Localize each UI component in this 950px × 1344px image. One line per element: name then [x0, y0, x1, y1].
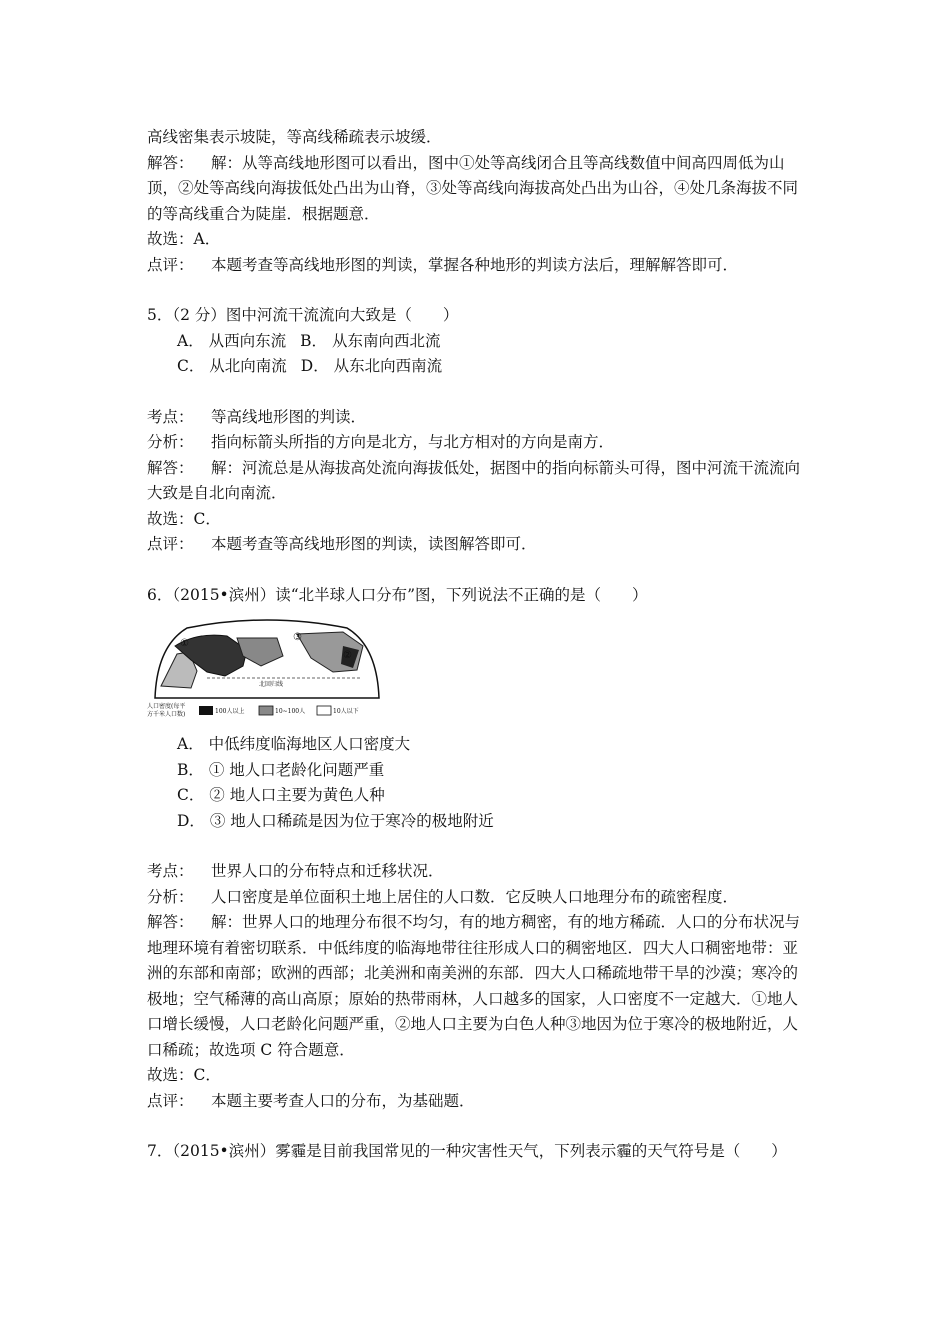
legend-low: 10人以下 — [333, 708, 359, 715]
analysis-text: 指向标箭头所指的方向是北方，与北方相对的方向是南方． — [211, 433, 615, 451]
q6-option-d: D． ③ 地人口稀疏是因为位于寒冷的极地附近 — [177, 811, 494, 830]
q5-option-a: A． 从西向东流 — [177, 331, 287, 350]
answer-label: 解答： — [147, 913, 194, 931]
legend-mid: 10~100人 — [275, 708, 306, 715]
q6-choice: 故选：C． — [147, 1066, 221, 1084]
comment-label: 点评： — [147, 255, 194, 274]
population-distribution-map — [147, 616, 387, 718]
q5-kaodian — [147, 405, 812, 431]
q5-answer — [147, 456, 812, 507]
q6-kaodian — [147, 859, 812, 885]
kaodian-label: 考点： — [147, 407, 194, 426]
legend-high: 100人以上 — [215, 708, 245, 715]
q5-choice: 故选：C． — [147, 509, 221, 528]
legend-swatch-low — [317, 706, 331, 715]
legend-title-2: 方千米人口数) — [147, 711, 186, 718]
answer-text: 解：世界人口的地理分布很不均匀，有的地方稠密，有的地方稀疏．人口的分布状况与地理环境有着密切联系．中低纬度的临海地带往往形成人口的稠密地区．四大人口稠密地带：亚洲的东部和南部；欧洲的西部；北美洲和南美洲的东部．四大人口稀疏地带干旱的沙漠；寒冷的极地；空气稀薄的高山高原；原始的热带雨林，人口越多的国家，人口密度不一定越大．①地人口增长缓慢，人口老龄化问题严重，②地人口主要为白色人种③地因为位于寒冷的极地附近，人口稀疏；故选项 C 符合题意． — [147, 913, 801, 1059]
kaodian-text: 等高线地形图的判读． — [211, 407, 367, 426]
q6-option-c: C． ② 地人口主要为黄色人种 — [177, 786, 385, 804]
legend-title-1: 人口密度(每平 — [147, 703, 186, 710]
q6-analysis — [147, 885, 812, 911]
answer-text: 解：从等高线地形图可以看出，图中①处等高线闭合且等高线数值中间高四周低为山顶，②处等高线向海拔低处凸出为山脊，③处等高线向海拔高处凸出为山谷，④处几条海拔不同的等高线重合为陡崖．根据题意． — [147, 153, 799, 223]
comment-text: 本题考查等高线地形图的判读，读图解答即可． — [211, 535, 537, 553]
q5-stem: 5．（2 分）图中河流干流流向大致是（ ） — [147, 306, 459, 324]
q5-options-row-1 — [147, 329, 812, 355]
q7-stem: 7．（2015•滨州）雾霾是目前我国常见的一种灾害性天气，下列表示霾的天气符号是（ ） — [147, 1142, 787, 1160]
comment-text: 本题主要考查人口的分布，为基础题． — [211, 1091, 475, 1110]
kaodian-label: 考点： — [147, 862, 194, 880]
q5-options-row-2 — [147, 354, 812, 380]
kaodian-text: 世界人口的分布特点和迁移状况． — [211, 862, 444, 880]
q6-stem: 6．（2015•滨州）读“北半球人口分布”图，下列说法不正确的是（ ） — [147, 585, 648, 604]
q5-analysis — [147, 430, 812, 456]
marker-2: ② — [343, 650, 352, 661]
comment-label: 点评： — [147, 1091, 194, 1110]
answer-label: 解答： — [147, 153, 194, 172]
comment-text: 本题考查等高线地形图的判读，掌握各种地形的判读方法后，理解解答即可． — [211, 255, 739, 274]
q6-option-b: B． ① 地人口老龄化问题严重 — [177, 760, 385, 779]
answer-label: 解答： — [147, 458, 194, 477]
analysis-label: 分析： — [147, 433, 194, 451]
document-page — [147, 125, 812, 1165]
q5-option-b: B． 从东南向西北流 — [300, 331, 441, 350]
q6-comment — [147, 1089, 812, 1115]
q4-continuation: 高线密集表示坡陡，等高线稀疏表示坡缓． — [147, 128, 442, 146]
q4-comment — [147, 253, 812, 279]
marker-3: ③ — [293, 632, 302, 643]
q5-option-c: C． 从北向南流 — [177, 357, 287, 375]
q6-option-a: A． 中低纬度临海地区人口密度大 — [177, 735, 411, 753]
analysis-label: 分析： — [147, 887, 194, 906]
q4-answer — [147, 151, 812, 228]
analysis-text: 人口密度是单位面积土地上居住的人口数．它反映人口地理分布的疏密程度． — [211, 887, 739, 906]
marker-1: ① — [180, 638, 189, 649]
answer-text: 解：河流总是从海拔高处流向海拔低处，据图中的指向标箭头可得，图中河流干流流向大致是自北向南流． — [147, 458, 801, 502]
comment-label: 点评： — [147, 535, 194, 553]
q5-comment — [147, 532, 812, 558]
tropic-label: 北回归线 — [259, 681, 284, 688]
q4-choice: 故选：A． — [147, 230, 221, 248]
q6-answer — [147, 910, 812, 1063]
legend-swatch-mid — [259, 706, 273, 715]
legend-swatch-high — [199, 706, 213, 715]
q5-option-d: D． 从东北向西南流 — [300, 357, 443, 375]
